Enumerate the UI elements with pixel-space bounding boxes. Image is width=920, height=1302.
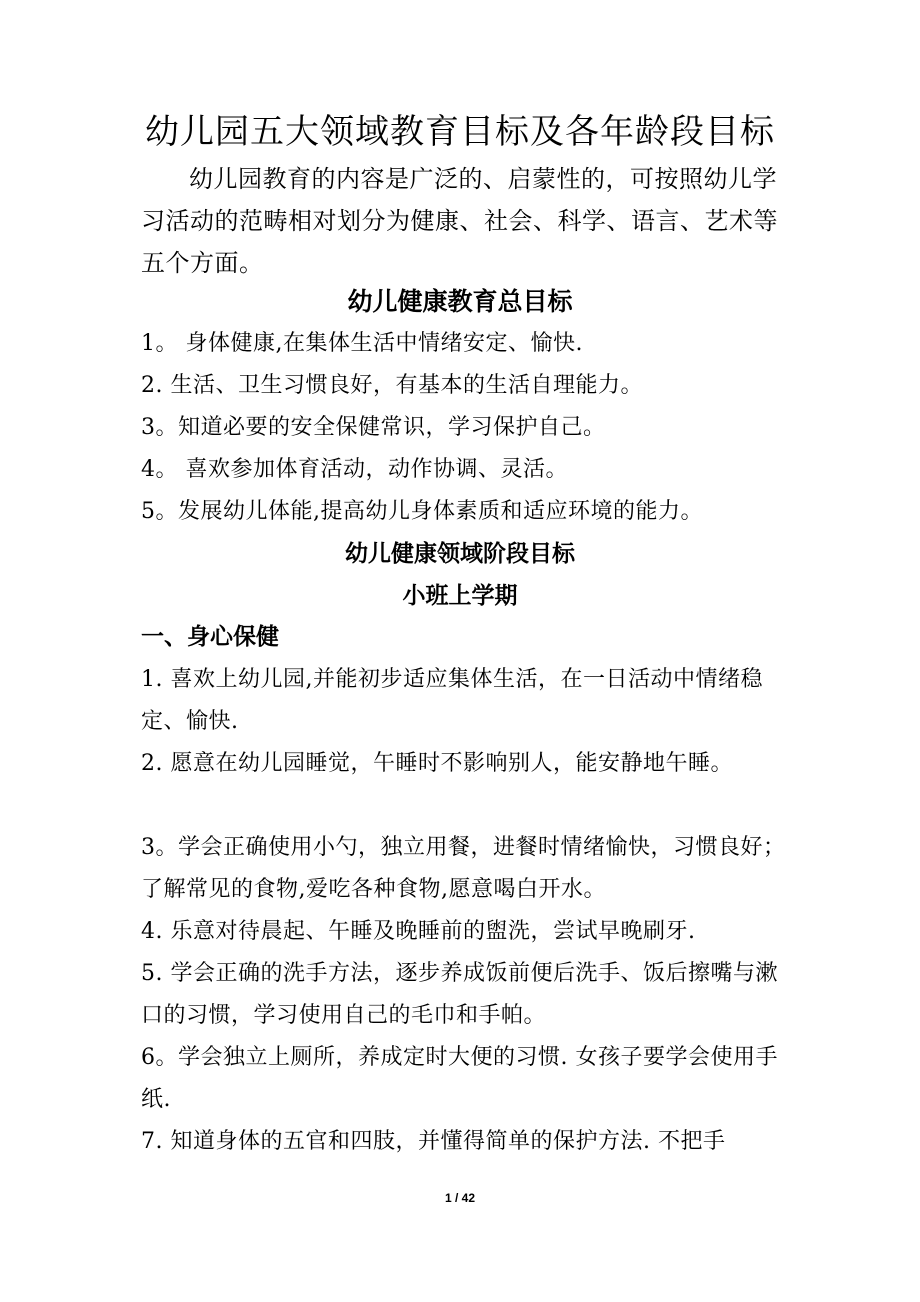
general-goal-item: 3。知道必要的安全保健常识，学习保护自己。: [141, 415, 606, 440]
general-goal-item: 5。发展幼儿体能,提高幼儿身体素质和适应环境的能力。: [141, 499, 703, 524]
general-goal-item: 1。 身体健康,在集体生活中情绪安定、愉快.: [141, 331, 583, 356]
document-title: 幼儿园五大领域教育目标及各年龄段目标: [145, 112, 775, 152]
stage-goal-item: 7. 知道身体的五官和四肢，并懂得简单的保护方法. 不把手: [141, 1129, 726, 1154]
stage-goal-item: 4. 乐意对待晨起、午睡及晚睡前的盥洗，尝试早晚刷牙.: [141, 919, 696, 944]
stage-goal-item: 6。学会独立上厕所，养成定时大便的习惯. 女孩子要学会使用手纸.: [141, 1045, 778, 1112]
stage-goal-item: 5. 学会正确的洗手方法，逐步养成饭前便后洗手、饭后擦嘴与漱口的习惯，学习使用自己的毛巾和手帕。: [141, 961, 778, 1028]
health-stage-heading: 幼儿健康领域阶段目标: [345, 541, 575, 567]
stage-goal-item: 3。学会正确使用小勺，独立用餐，进餐时情绪愉快，习惯良好；了解常见的食物,爱吃各种食物,愿意喝白开水。: [141, 835, 786, 902]
term-heading: 小班上学期: [402, 583, 518, 609]
page-number: 1 / 42: [444, 1191, 476, 1205]
section-heading: 一、身心保健: [141, 624, 279, 650]
general-goal-item: 2. 生活、卫生习惯良好，有基本的生活自理能力。: [141, 373, 643, 398]
health-general-heading: 幼儿健康教育总目标: [347, 287, 573, 316]
stage-goal-item: 2. 愿意在幼儿园睡觉，午睡时不影响别人，能安静地午睡。: [141, 751, 733, 776]
intro-paragraph: 幼儿园教育的内容是广泛的、启蒙性的，可按照幼儿学习活动的范畴相对划分为健康、社会、科学、语言、艺术等五个方面。: [141, 165, 778, 277]
stage-goal-item: 1. 喜欢上幼儿园,并能初步适应集体生活，在一日活动中情绪稳定、愉快.: [141, 667, 763, 734]
general-goal-item: 4。 喜欢参加体育活动，动作协调、灵活。: [141, 457, 568, 482]
